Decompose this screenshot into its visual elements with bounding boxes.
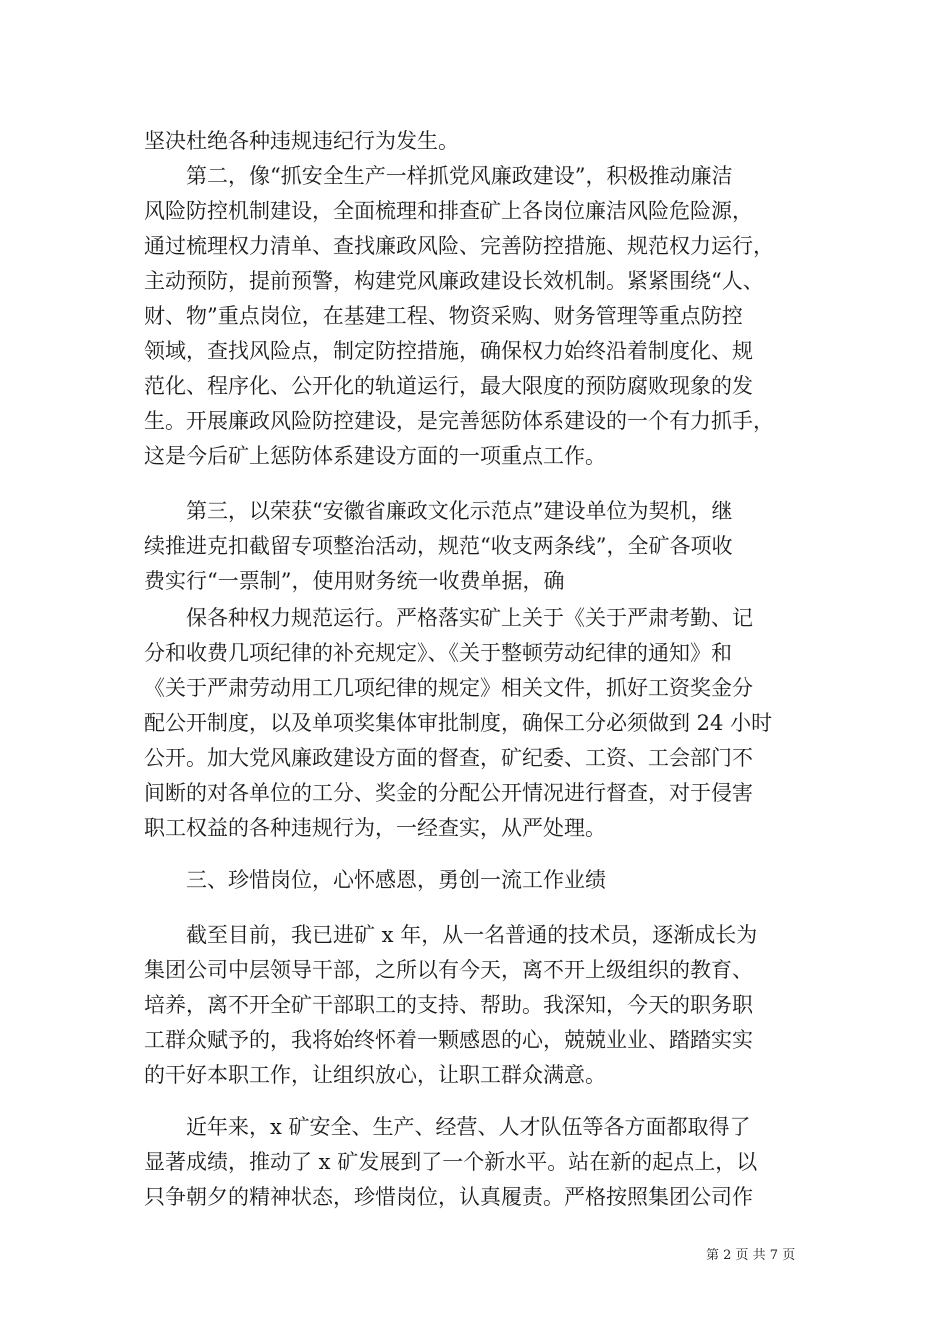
text-line: 主动预防，提前预警，构建党风廉政建设长效机制。紧紧围绕“人、 [144,269,764,293]
text-line: 截至目前，我已进矿 x 年，从一名普通的技术员，逐渐成长为 [144,923,758,947]
text-line: 配公开制度，以及单项奖集体审批制度，确保工分必须做到 24 小时 [144,711,773,735]
text-line: 工群众赋予的，我将始终怀着一颗感恩的心，兢兢业业、踏踏实实 [144,1028,753,1052]
text-line: 职工权益的各种违规行为，一经查实，从严处理。 [144,816,606,840]
text-line: 坚决杜绝各种违规违纪行为发生。 [144,129,459,153]
text-line: 续推进克扣截留专项整治活动，规范“收支两条线”，全矿各项收 [144,534,733,558]
text-line: 这是今后矿上惩防体系建设方面的一项重点工作。 [144,444,606,468]
text-line: 范化、程序化、公开化的轨道运行，最大限度的预防腐败现象的发 [144,374,753,398]
text-line: 第二，像“抓安全生产一样抓党风廉政建设”，积极推动廉洁 [144,164,733,188]
text-line: 培养，离不开全矿干部职工的支持、帮助。我深知，今天的职务职 [144,993,753,1017]
text-line: 近年来，x 矿安全、生产、经营、人才队伍等各方面都取得了 [144,1115,751,1139]
text-line: 公开。加大党风廉政建设方面的督查，矿纪委、工资、工会部门不 [144,746,753,770]
text-line: 通过梳理权力清单、查找廉政风险、完善防控措施、规范权力运行， [144,234,774,258]
text-line: 第三，以荣获“安徽省廉政文化示范点”建设单位为契机，继 [144,499,733,523]
text-line: 生。开展廉政风险防控建设，是完善惩防体系建设的一个有力抓手， [144,409,774,433]
page-number: 第 2 页 共 7 页 [706,1248,796,1263]
text-line: 风险防控机制建设，全面梳理和排查矿上各岗位廉洁风险危险源， [144,199,753,223]
text-line: 间断的对各单位的工分、奖金的分配公开情况进行督查，对于侵害 [144,781,753,805]
text-line: 保各种权力规范运行。严格落实矿上关于《关于严肃考勤、记 [144,606,753,630]
text-line: 《关于严肃劳动用工几项纪律的规定》相关文件，抓好工资奖金分 [144,676,753,700]
text-line: 的干好本职工作，让组织放心，让职工群众满意。 [144,1063,606,1087]
text-line: 费实行“一票制”，使用财务统一收费单据，确 [144,569,565,593]
text-line: 分和收费几项纪律的补充规定》、《关于整顿劳动纪律的通知》和 [144,641,732,665]
section-heading: 三、珍惜岗位，心怀感恩，勇创一流工作业绩 [144,868,606,892]
text-line: 只争朝夕的精神状态，珍惜岗位，认真履责。严格按照集团公司作 [144,1185,753,1209]
text-line: 集团公司中层领导干部，之所以有今天，离不开上级组织的教育、 [144,958,753,982]
text-line: 财、物”重点岗位，在基建工程、物资采购、财务管理等重点防控 [144,304,743,328]
text-line: 领域，查找风险点，制定防控措施，确保权力始终沿着制度化、规 [144,339,753,363]
text-line: 显著成绩，推动了 x 矿发展到了一个新水平。站在新的起点上，以 [144,1150,758,1174]
